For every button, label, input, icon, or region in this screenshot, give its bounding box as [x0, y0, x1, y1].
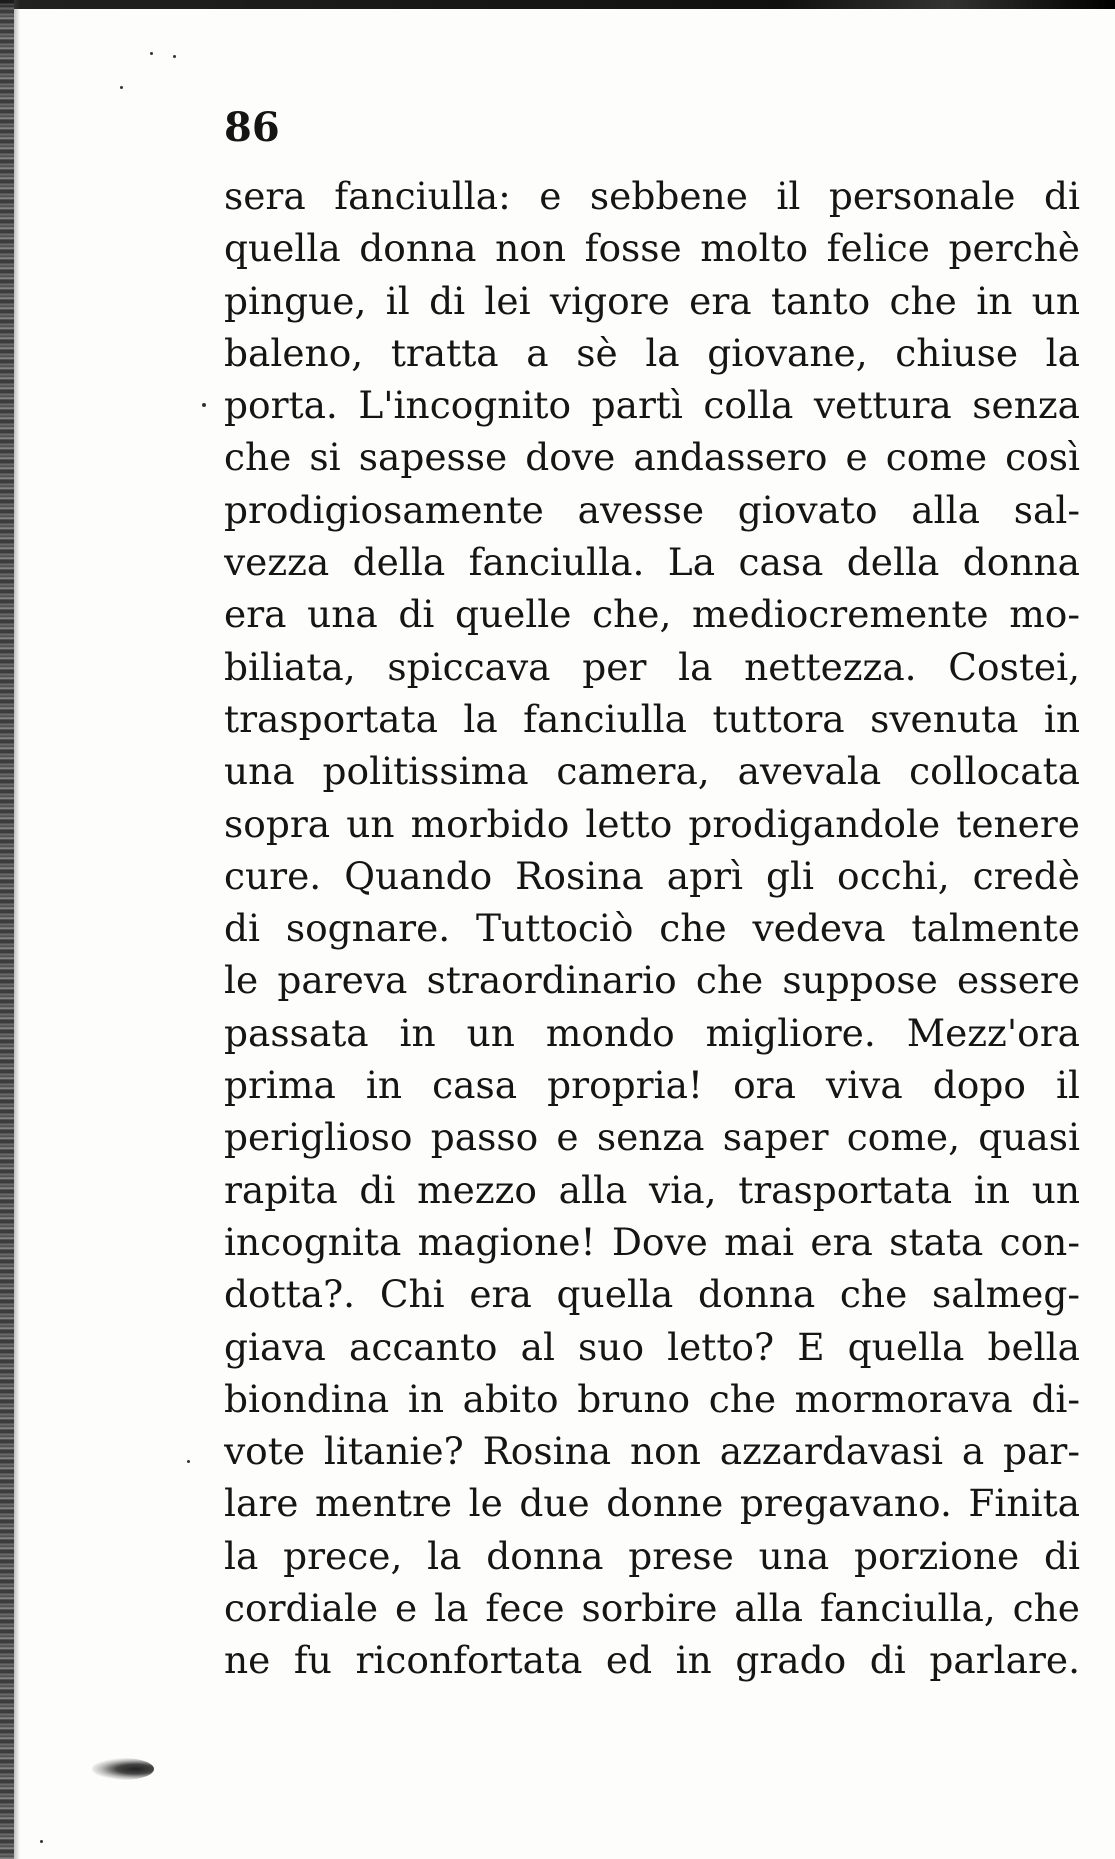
- body-text: [224, 170, 1080, 1687]
- text-line: che si sapesse dove andassero e come così: [224, 435, 1080, 480]
- dust-speck: [202, 403, 206, 407]
- dust-speck: [120, 86, 123, 89]
- text-line: cure. Quando Rosina aprì gli occhi, credè: [224, 853, 1080, 898]
- text-line: rapita di mezzo alla via, trasportata in un: [224, 1167, 1080, 1212]
- text-line: biondina in abito bruno che mormorava di-: [224, 1376, 1080, 1421]
- text-line: trasportata la fanciulla tuttora svenuta in: [224, 696, 1080, 741]
- text-line: passata in un mondo migliore. Mezz'ora: [224, 1010, 1080, 1055]
- text-line: sopra un morbido letto prodigandole tenere: [224, 801, 1080, 846]
- text-line: prima in casa propria! ora viva dopo il: [224, 1063, 1080, 1108]
- page-top-edge: [0, 0, 1115, 9]
- dust-speck: [40, 1840, 43, 1843]
- page-binding-edge: [0, 0, 14, 1859]
- text-line: prodigiosamente avesse giovato alla sal-: [224, 487, 1080, 532]
- text-line: lare mentre le due donne pregavano. Finita: [224, 1481, 1080, 1526]
- text-line: quella donna non fosse molto felice perchè: [224, 226, 1080, 271]
- text-line: periglioso passo e senza saper come, quasi: [224, 1115, 1080, 1160]
- text-line: porta. L'incognito partì colla vettura senza: [224, 383, 1080, 428]
- dust-speck: [150, 52, 153, 55]
- text-line: una politissima camera, avevala collocata: [224, 749, 1080, 794]
- ink-blot: [92, 1758, 154, 1780]
- dust-speck: [187, 1460, 190, 1463]
- text-line: baleno, tratta a sè la giovane, chiuse la: [224, 330, 1080, 375]
- binding-shadow: [14, 0, 20, 1859]
- text-line: di sognare. Tuttociò che vedeva talmente: [224, 906, 1080, 951]
- page-number: 86: [224, 104, 280, 151]
- text-line: incognita magione! Dove mai era stata con-: [224, 1219, 1080, 1264]
- text-line: biliata, spiccava per la nettezza. Costei,: [224, 644, 1080, 689]
- text-line: vezza della fanciulla. La casa della donna: [224, 540, 1080, 585]
- text-line: dotta?. Chi era quella donna che salmeg-: [224, 1272, 1080, 1317]
- text-line: sera fanciulla: e sebbene il personale di: [224, 174, 1080, 218]
- text-line: cordiale e la fece sorbire alla fanciulla, che: [224, 1586, 1080, 1631]
- text-line: la prece, la donna prese una porzione di: [224, 1533, 1080, 1578]
- text-line: ne fu riconfortata ed in grado di parlare.: [224, 1638, 1080, 1683]
- text-line: pingue, il di lei vigore era tanto che in un: [224, 278, 1080, 323]
- dust-speck: [173, 55, 176, 58]
- text-line: le pareva straordinario che suppose essere: [224, 958, 1080, 1003]
- text-line: era una di quelle che, mediocremente mo-: [224, 592, 1080, 637]
- text-line: giava accanto al suo letto? E quella bella: [224, 1324, 1080, 1369]
- text-line: vote litanie? Rosina non azzardavasi a par-: [224, 1429, 1080, 1474]
